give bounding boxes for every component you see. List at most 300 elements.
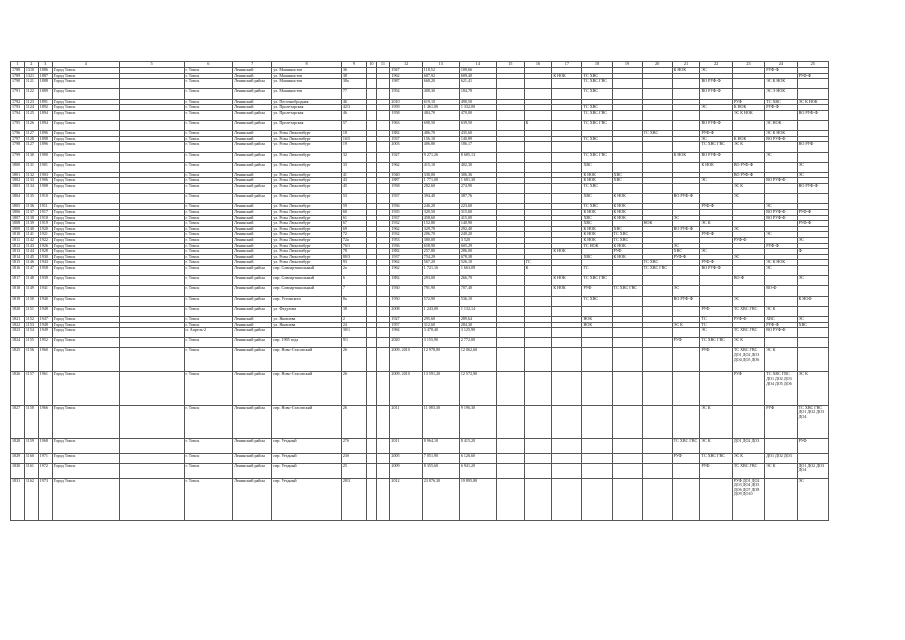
table-cell: ЭС К НОК [765, 260, 797, 266]
table-cell: 1141 [24, 232, 38, 238]
table-cell: Ленинский район [233, 194, 272, 204]
table-cell: ЭС К НОК [797, 99, 828, 105]
table-row [11, 372, 829, 405]
table-cell [552, 338, 582, 348]
table-cell [524, 348, 552, 372]
table-cell: 41 [341, 172, 366, 178]
table-cell: г. Томск [184, 286, 233, 296]
table-cell: Ф [797, 249, 828, 255]
table-cell: РУФ [732, 372, 764, 405]
table-cell: РУФ-Ф [672, 254, 700, 260]
table-cell: г. Томск [184, 338, 233, 348]
table-cell: г. Томск [184, 221, 233, 227]
table-cell: К НОК [612, 215, 642, 221]
table-cell [524, 162, 552, 172]
table-cell: 1950 [390, 296, 422, 306]
table-cell [376, 265, 390, 275]
table-cell [524, 463, 552, 478]
table-cell: ул. Розы Люксембург [272, 254, 341, 260]
table-cell: 605,29 [459, 243, 496, 249]
table-cell: 1 663,09 [459, 265, 496, 275]
table-cell [496, 372, 524, 405]
table-cell: 1143 [24, 243, 38, 249]
table-cell: г. Томск [184, 296, 233, 306]
table-cell [367, 265, 376, 275]
table-row [11, 162, 829, 172]
table-cell: 1941 [38, 286, 52, 296]
table-cell: 80/3 [341, 254, 366, 260]
table-cell: ЭС [700, 328, 732, 338]
table-cell: 486,70 [422, 131, 459, 137]
table-cell: ЭС [765, 232, 797, 238]
column-header: 7 [233, 62, 272, 68]
table-cell [582, 372, 612, 405]
table-cell: 2 [341, 316, 366, 322]
table-cell: 282,60 [422, 184, 459, 194]
table-cell [612, 438, 642, 453]
table-cell [582, 405, 612, 438]
table-cell: 707,40 [459, 286, 496, 296]
table-cell: 1821 [11, 316, 25, 322]
table-cell: 1932 [390, 232, 422, 238]
table-cell [612, 110, 642, 120]
table-cell: ул. Розы Люксембург [272, 136, 341, 142]
table-cell [612, 184, 642, 194]
table-cell [376, 110, 390, 120]
table-cell: 1882 [390, 276, 422, 286]
table-cell: ул. Розы Люксембург [272, 178, 341, 184]
table-cell [496, 348, 524, 372]
column-header: 17 [552, 62, 582, 68]
column-header: 16 [524, 62, 552, 68]
table-cell: 1887 [38, 73, 52, 79]
table-cell: г. Томск [184, 265, 233, 275]
table-cell [119, 89, 184, 99]
table-cell: ул. Федулова [272, 306, 341, 316]
table-cell: Город Томск [52, 338, 119, 348]
column-header: 20 [642, 62, 672, 68]
table-cell: 698,50 [422, 120, 459, 130]
table-cell [119, 348, 184, 372]
table-cell [119, 453, 184, 463]
table-cell: ЭС [700, 249, 732, 255]
table-cell: 1138 [24, 215, 38, 221]
table-cell: 1972 [38, 463, 52, 478]
table-cell: 1797 [11, 136, 25, 142]
table-cell [119, 405, 184, 438]
table-cell: 3 520 [459, 238, 496, 244]
table-cell: пер. Уездный [272, 478, 341, 520]
table-cell [496, 405, 524, 438]
table-cell [376, 348, 390, 372]
table-cell: ТС НОК [582, 243, 612, 249]
table-cell: г. Томск [184, 306, 233, 316]
table-cell: ул. Розы Люксембург [272, 142, 341, 152]
table-cell: ЭС [732, 254, 764, 260]
table-cell: 2012 [390, 478, 422, 520]
table-cell: 1128 [24, 136, 38, 142]
table-cell [612, 405, 642, 438]
table-cell: ЭС [797, 316, 828, 322]
table-cell [700, 286, 732, 296]
table-cell: Город Томск [52, 68, 119, 74]
table-cell: 36 [341, 68, 366, 74]
table-cell: ВО РУФ-Ф [765, 210, 797, 216]
table-cell: 1882 [390, 249, 422, 255]
table-cell: 1809 [11, 226, 25, 232]
table-cell [119, 478, 184, 520]
table-cell: 1140 [24, 226, 38, 232]
table-cell: 1896 [38, 131, 52, 137]
table-cell: ЭС [797, 238, 828, 244]
table-cell: ВО РУФ-Ф [700, 79, 732, 89]
table-cell [367, 184, 376, 194]
table-cell [376, 286, 390, 296]
table-row [11, 328, 829, 338]
table-cell [642, 184, 672, 194]
table-cell: 1160 [24, 453, 38, 463]
table-cell: ЭС К НОК [732, 110, 764, 120]
table-cell: ВО РУФ-Ф [732, 162, 764, 172]
table-row [11, 348, 829, 372]
table-row [11, 453, 829, 463]
table-cell: Ленинский [233, 136, 272, 142]
table-cell: 526,10 [459, 260, 496, 266]
table-cell [119, 372, 184, 405]
table-cell: 67 [341, 221, 366, 227]
table-cell: 72 [341, 232, 366, 238]
table-cell: г. Томск [184, 276, 233, 286]
table-cell: 1948 [38, 322, 52, 328]
table-cell: г. Томск [184, 260, 233, 266]
table-cell: Город Томск [52, 243, 119, 249]
table-cell: 1957 [390, 322, 422, 328]
table-cell [367, 296, 376, 306]
table-cell [642, 79, 672, 89]
table-cell: 38а [341, 79, 366, 89]
table-cell: ХВС [612, 226, 642, 232]
table-cell: ул. Розы Люксембург [272, 131, 341, 137]
table-cell: 1162 [24, 478, 38, 520]
table-cell: Ленинский [233, 260, 272, 266]
table-cell: пер. Совпартшкольный [272, 286, 341, 296]
table-cell: РУФ [582, 286, 612, 296]
table-cell: 1801 [11, 172, 25, 178]
table-cell: Ленинский район [233, 438, 272, 453]
table-cell: 1882 [390, 131, 422, 137]
table-cell [642, 478, 672, 520]
table-cell: Ленинский район [233, 328, 272, 338]
table-cell: ТС ХВС ГВС ДО1 ДО2 ДО3 ДО4 [797, 405, 828, 438]
table-cell [612, 463, 642, 478]
table-cell [797, 194, 828, 204]
table-cell: ДО1 ДО2 ДО3 [765, 453, 797, 463]
table-cell: 387,76 [459, 194, 496, 204]
table-cell: Ленинский район [233, 453, 272, 463]
table-cell: ТС ХВС ГВС [642, 265, 672, 275]
table-cell: 1310 [24, 68, 38, 74]
table-cell: 1803 [11, 184, 25, 194]
table-cell: 1894 [38, 110, 52, 120]
table-cell: 8 685,13 [459, 152, 496, 162]
table-cell: ХВС [612, 172, 642, 178]
table-cell: К НОФ [797, 296, 828, 306]
table-cell [367, 194, 376, 204]
table-cell: 8 355,60 [422, 463, 459, 478]
table-cell: 621,41 [459, 79, 496, 89]
table-cell: 184,78 [459, 89, 496, 99]
table-cell: 2011 [390, 438, 422, 453]
table-cell [642, 89, 672, 99]
table-cell: Город Томск [52, 276, 119, 286]
table-cell: ул. Пролетарская [272, 120, 341, 130]
table-cell [367, 338, 376, 348]
table-cell [797, 338, 828, 348]
table-cell: 1932 [390, 221, 422, 227]
table-cell: Город Томск [52, 204, 119, 210]
table-row [11, 438, 829, 453]
table-cell: 394,40 [422, 194, 459, 204]
table-cell [642, 372, 672, 405]
table-cell [582, 328, 612, 338]
table-cell: ЭС К [732, 184, 764, 194]
table-cell: 567,20 [422, 260, 459, 266]
table-cell: К НОК [672, 152, 700, 162]
table-cell: Город Томск [52, 249, 119, 255]
table-cell: К НОК [612, 254, 642, 260]
table-cell [119, 265, 184, 275]
table-cell: Ленинский район [233, 79, 272, 89]
table-cell: 1930 [38, 254, 52, 260]
table-cell: К НОК [582, 210, 612, 216]
table-cell: ТС ХВС ГВС [582, 110, 612, 120]
table-cell: 1807 [11, 215, 25, 221]
column-header: 15 [496, 62, 524, 68]
table-cell: 668,20 [422, 79, 459, 89]
table-cell: г. Томск [184, 254, 233, 260]
table-cell: ул. Розы Люксембург [272, 249, 341, 255]
table-cell: 11 083,30 [422, 405, 459, 438]
table-cell [119, 152, 184, 162]
table-cell [376, 142, 390, 152]
table-cell [524, 296, 552, 306]
table-cell: 1824 [11, 338, 25, 348]
table-cell: г. Томск [184, 372, 233, 405]
table-cell: РУФ-Ф [700, 260, 732, 266]
table-cell [612, 296, 642, 306]
table-cell [552, 194, 582, 204]
table-cell: г. Томск [184, 215, 233, 221]
table-cell: Ленинский [233, 226, 272, 232]
table-cell [612, 453, 642, 463]
table-cell: г. Томск [184, 204, 233, 210]
table-cell [552, 184, 582, 194]
table-cell: 1962 [390, 265, 422, 275]
table-cell: 1798 [11, 142, 25, 152]
table-cell [496, 162, 524, 172]
column-header: 13 [422, 62, 459, 68]
table-cell [496, 265, 524, 275]
table-cell: ТС ХВС ГВС [700, 142, 732, 152]
table-cell: Ленинский [233, 68, 272, 74]
table-cell: Ленинский район [233, 110, 272, 120]
table-cell [496, 152, 524, 162]
table-cell: г. Томск [184, 453, 233, 463]
table-cell: Город Томск [52, 286, 119, 296]
table-cell: 1148 [24, 276, 38, 286]
table-cell [376, 463, 390, 478]
table-cell: 2020 [390, 338, 422, 348]
table-cell [612, 338, 642, 348]
table-cell: 1831 [11, 478, 25, 520]
table-cell: г. Томск [184, 142, 233, 152]
table-cell: г. Томск [184, 99, 233, 105]
table-cell: Город Томск [52, 184, 119, 194]
table-cell: г. Томск [184, 131, 233, 137]
table-cell [552, 405, 582, 438]
table-cell [376, 162, 390, 172]
table-cell [672, 265, 700, 275]
table-row [11, 194, 829, 204]
table-cell: 1811 [11, 238, 25, 244]
table-cell: 1122 [24, 89, 38, 99]
table-cell: 1134 [24, 184, 38, 194]
table-cell: 1958 [390, 184, 422, 194]
column-header: 19 [612, 62, 642, 68]
table-cell: 1796 [11, 131, 25, 137]
table-cell [496, 79, 524, 89]
table-cell: ВО-Ф [765, 286, 797, 296]
table-cell [612, 348, 642, 372]
table-cell: ул. Песочнобродная [272, 99, 341, 105]
table-cell: 2009, 2010 [390, 372, 422, 405]
table-cell: 1949 [38, 328, 52, 338]
table-cell: 152,80 [422, 221, 459, 227]
table-cell: 1918 [38, 215, 52, 221]
table-cell: 293,00 [422, 276, 459, 286]
table-cell: 118,52 [422, 68, 459, 74]
table-cell: НОК [582, 322, 612, 328]
table-cell [524, 110, 552, 120]
table-cell: 687,92 [422, 73, 459, 79]
table-cell: ХВС [797, 322, 828, 328]
table-cell: 1901 [38, 162, 52, 172]
table-cell [524, 286, 552, 296]
table-cell [496, 463, 524, 478]
table-cell [552, 296, 582, 306]
table-cell: 320,50 [422, 210, 459, 216]
table-cell: Ленинский [233, 238, 272, 244]
table-cell: 1937 [390, 215, 422, 221]
table-cell: 1960 [38, 348, 52, 372]
table-cell: ТС ХВС ГВС [582, 276, 612, 286]
table-cell: 1943 [38, 260, 52, 266]
table-cell [552, 79, 582, 89]
table-cell: ул. Пролетарская [272, 105, 341, 111]
table-cell [797, 152, 828, 162]
table-cell: ЭС К [765, 348, 797, 372]
table-cell: 1789 [11, 73, 25, 79]
table-cell: 1805 [11, 204, 25, 210]
table-cell [797, 306, 828, 316]
table-cell: 1927 [390, 152, 422, 162]
table-cell: ЭС [700, 136, 732, 142]
table-cell: ЭС К [732, 453, 764, 463]
table-cell: 1961 [38, 372, 52, 405]
table-cell [612, 306, 642, 316]
table-cell: 77 [341, 89, 366, 99]
table-cell: ЭС [700, 178, 732, 184]
table-cell: РУФ [612, 249, 642, 255]
table-cell: г. Томск [184, 152, 233, 162]
table-cell: 1922 [38, 238, 52, 244]
table-cell [552, 110, 582, 120]
table-cell: 1812 [11, 243, 25, 249]
table-cell: К НОК [552, 276, 582, 286]
table-cell: пер. Ново-Стасовский [272, 372, 341, 405]
table-cell: НОК [642, 221, 672, 227]
table-cell: Город Томск [52, 136, 119, 142]
table-cell [524, 89, 552, 99]
table-cell [119, 438, 184, 453]
table-cell: 1158 [24, 405, 38, 438]
table-cell: Город Томск [52, 226, 119, 232]
table-cell [765, 184, 797, 194]
table-cell: ЭС К [700, 438, 732, 453]
table-cell: Город Томск [52, 328, 119, 338]
table-cell [119, 286, 184, 296]
table-cell: 1802 [11, 178, 25, 184]
table-cell: 402,30 [459, 162, 496, 172]
table-cell [642, 348, 672, 372]
table-cell: 1962 [390, 226, 422, 232]
table-cell: 1132 [24, 172, 38, 178]
column-header: 10 [367, 62, 376, 68]
table-cell: К НОК [582, 226, 612, 232]
table-cell: Ленинский район [233, 338, 272, 348]
table-cell: 223,60 [459, 204, 496, 210]
table-cell: 78 [341, 249, 366, 255]
table-cell [552, 265, 582, 275]
table-cell: ул. Розы Люксембург [272, 232, 341, 238]
table-cell: 1828 [11, 438, 25, 453]
table-cell: г. Томск [184, 172, 233, 178]
table-cell: 415,10 [422, 162, 459, 172]
table-cell: К НОК [582, 238, 612, 244]
table-cell: г. Томск [184, 105, 233, 111]
column-header: 2 [24, 62, 38, 68]
table-cell: К НОК [552, 73, 582, 79]
table-cell: 1940 [390, 172, 422, 178]
table-cell: 9 271,26 [422, 152, 459, 162]
table-cell: ЭС К [797, 372, 828, 405]
table-cell: ХВС [582, 162, 612, 172]
table-cell [367, 306, 376, 316]
table-cell: г. Томск [184, 73, 233, 79]
table-row [11, 478, 829, 520]
table-cell [552, 306, 582, 316]
table-cell: Город Томск [52, 232, 119, 238]
table-cell: ул. Машинистов [272, 89, 341, 99]
table-cell [642, 438, 672, 453]
table-cell [376, 405, 390, 438]
table-cell: ЭС Э НОК [765, 89, 797, 99]
table-cell: ЭС [797, 172, 828, 178]
table-cell: пер. Ново-Стасовский [272, 348, 341, 372]
table-row [11, 286, 829, 296]
table-cell: Город Томск [52, 89, 119, 99]
table-cell [612, 79, 642, 89]
